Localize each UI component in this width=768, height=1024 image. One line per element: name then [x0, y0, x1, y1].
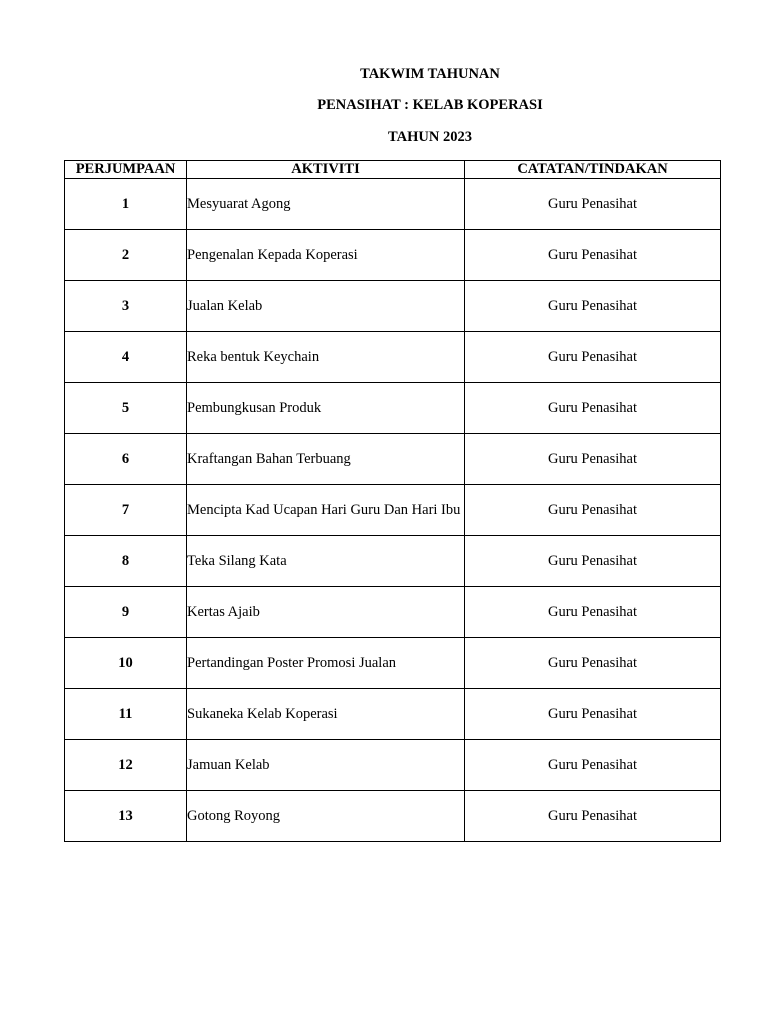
note-cell: Guru Penasihat: [465, 689, 721, 740]
table-row: [65, 230, 721, 281]
note-cell: Guru Penasihat: [465, 791, 721, 842]
table-header-row: [65, 161, 721, 179]
table-row: [65, 281, 721, 332]
table-row: [65, 332, 721, 383]
activity-cell: Mencipta Kad Ucapan Hari Guru Dan Hari Ibu: [187, 485, 465, 536]
meeting-number: 5: [65, 383, 187, 434]
document-title: TAKWIM TAHUNAN: [360, 66, 500, 82]
meeting-number: 13: [65, 791, 187, 842]
activity-cell: Sukaneka Kelab Koperasi: [187, 689, 465, 740]
table-row: [65, 689, 721, 740]
activity-cell: Jualan Kelab: [187, 281, 465, 332]
note-cell: Guru Penasihat: [465, 434, 721, 485]
table-row: [65, 485, 721, 536]
meeting-number: 1: [65, 179, 187, 230]
meeting-number: 2: [65, 230, 187, 281]
note-cell: Guru Penasihat: [465, 383, 721, 434]
activity-cell: Teka Silang Kata: [187, 536, 465, 587]
meeting-number: 7: [65, 485, 187, 536]
table-row: [65, 791, 721, 842]
table-row: [65, 740, 721, 791]
activity-cell: Kraftangan Bahan Terbuang: [187, 434, 465, 485]
note-cell: Guru Penasihat: [465, 587, 721, 638]
activity-cell: Pembungkusan Produk: [187, 383, 465, 434]
meeting-number: 6: [65, 434, 187, 485]
meeting-number: 8: [65, 536, 187, 587]
advisor-line: PENASIHAT : KELAB KOPERASI: [317, 97, 543, 113]
note-cell: Guru Penasihat: [465, 536, 721, 587]
table-row: [65, 179, 721, 230]
activity-cell: Gotong Royong: [187, 791, 465, 842]
activity-cell: Pertandingan Poster Promosi Jualan: [187, 638, 465, 689]
year-line: TAHUN 2023: [388, 129, 472, 145]
table-row: [65, 587, 721, 638]
column-header-meeting: PERJUMPAAN: [65, 161, 187, 179]
activity-cell: Kertas Ajaib: [187, 587, 465, 638]
meeting-number: 12: [65, 740, 187, 791]
note-cell: Guru Penasihat: [465, 281, 721, 332]
schedule-table: [64, 160, 721, 842]
column-header-notes: CATATAN/TINDAKAN: [465, 161, 721, 179]
note-cell: Guru Penasihat: [465, 638, 721, 689]
note-cell: Guru Penasihat: [465, 230, 721, 281]
note-cell: Guru Penasihat: [465, 332, 721, 383]
meeting-number: 4: [65, 332, 187, 383]
activity-cell: Reka bentuk Keychain: [187, 332, 465, 383]
meeting-number: 10: [65, 638, 187, 689]
meeting-number: 11: [65, 689, 187, 740]
note-cell: Guru Penasihat: [465, 485, 721, 536]
table-row: [65, 383, 721, 434]
table-row: [65, 638, 721, 689]
meeting-number: 9: [65, 587, 187, 638]
activity-cell: Pengenalan Kepada Koperasi: [187, 230, 465, 281]
activity-cell: Mesyuarat Agong: [187, 179, 465, 230]
note-cell: Guru Penasihat: [465, 740, 721, 791]
table-row: [65, 434, 721, 485]
table-row: [65, 536, 721, 587]
activity-cell: Jamuan Kelab: [187, 740, 465, 791]
column-header-activity: AKTIVITI: [187, 161, 465, 179]
meeting-number: 3: [65, 281, 187, 332]
note-cell: Guru Penasihat: [465, 179, 721, 230]
